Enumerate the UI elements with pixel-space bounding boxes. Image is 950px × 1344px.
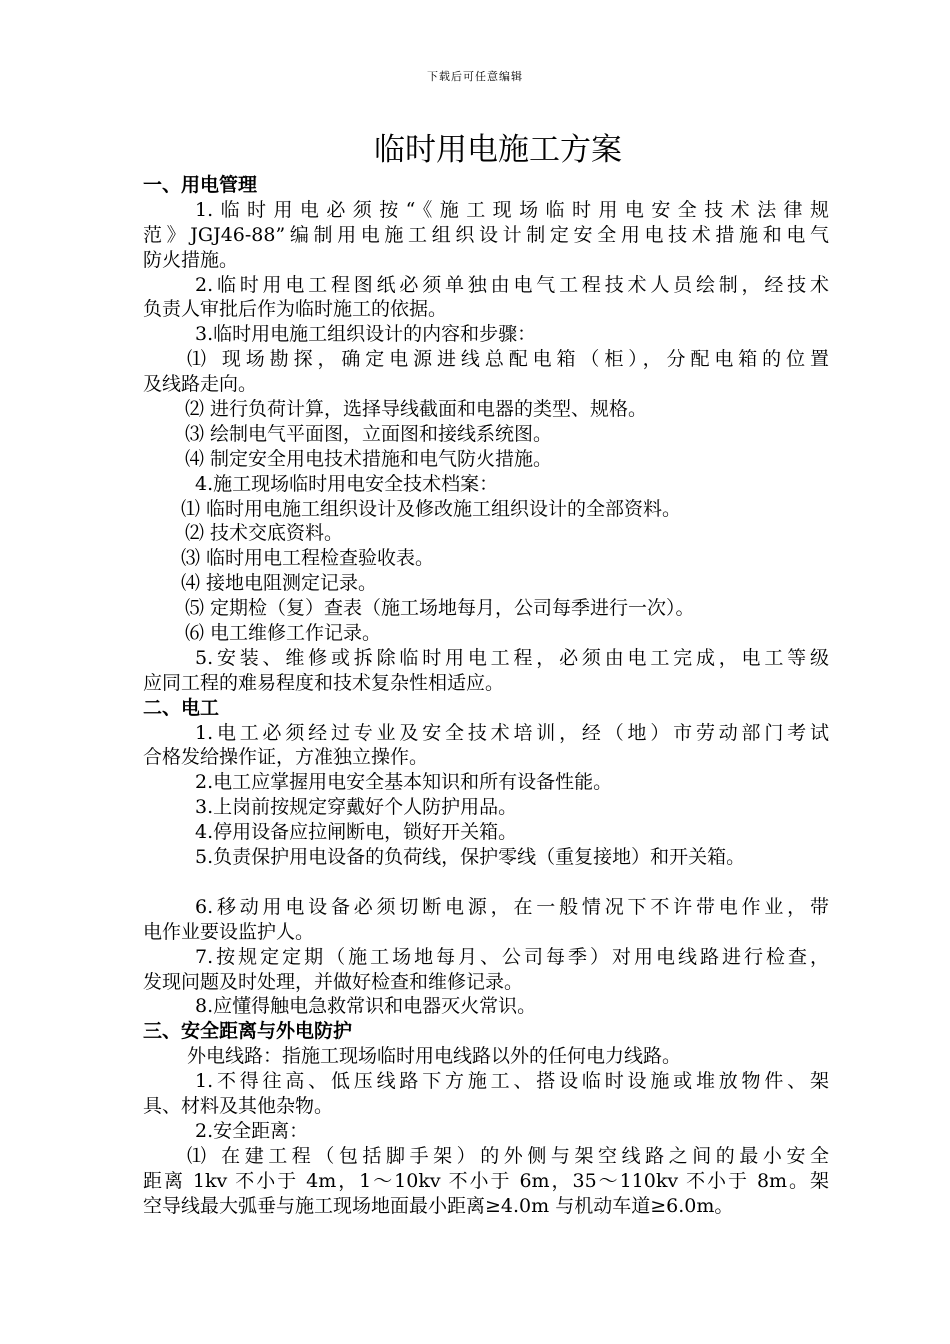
paragraph-line: 外电线路：指施工现场临时用电线路以外的任何电力线路。 [187,1045,682,1068]
paragraph-line: 2.安全距离： [195,1119,309,1142]
paragraph-line: 范》JGJ46-88”编制用电施工组织设计制定安全用电技术措施和电气 [143,223,829,246]
paragraph-line: 8.应懂得触电急救常识和电器灭火常识。 [195,995,537,1018]
paragraph-line: 防火措施。 [143,248,239,271]
paragraph-line: 7.按规定定期（施工场地每月、公司每季）对用电线路进行检查， [195,945,829,968]
section-heading: 二、电工 [143,696,220,719]
section-heading: 一、用电管理 [143,174,258,196]
paragraph-line: 1.不得往高、低压线路下方施工、搭设临时设施或堆放物件、架 [195,1070,829,1093]
paragraph-line: 负责人审批后作为临时施工的依据。 [143,298,448,321]
paragraph-line: 5.负责保护用电设备的负荷线，保护零线（重复接地）和开关箱。 [195,846,746,869]
paragraph-line: ⑵ 进行负荷计算，选择导线截面和电器的类型、规格。 [185,398,648,421]
paragraph-line: 2.临时用电工程图纸必须单独由电气工程技术人员绘制，经技术 [195,273,829,296]
paragraph-line: 4.停用设备应拉闸断电，锁好开关箱。 [195,821,518,844]
paragraph-line: ⑴ 现场勘探，确定电源进线总配电箱（柜），分配电箱的位置 [187,348,829,371]
paragraph-line: 及线路走向。 [143,373,258,396]
paragraph-line: ⑴ 临时用电施工组织设计及修改施工组织设计的全部资料。 [181,497,682,520]
blank-line [143,870,829,895]
paragraph-line: ⑹ 电工维修工作记录。 [185,622,382,645]
paragraph-line: 3.上岗前按规定穿戴好个人防护用品。 [195,796,518,819]
document-title: 临时用电施工方案 [374,132,622,168]
paragraph-line: ⑴ 在建工程（包括脚手架）的外侧与架空线路之间的最小安全 [187,1144,829,1167]
paragraph-line: ⑶ 临时用电工程检查验收表。 [181,547,435,570]
section-heading: 三、安全距离与外电防护 [143,1020,353,1043]
paragraph-line: ⑸ 定期检（复）查表（施工场地每月，公司每季进行一次）。 [185,597,695,620]
paragraph-line: ⑷ 接地电阻测定记录。 [181,572,378,595]
document-body [143,173,829,1218]
header-note: 下载后可任意编辑 [427,70,523,83]
paragraph-line: 应同工程的难易程度和技术复杂性相适应。 [143,671,505,694]
paragraph-line: 4.施工现场临时用电安全技术档案： [195,472,499,495]
paragraph-line: 发现问题及时处理，并做好检查和维修记录。 [143,970,524,993]
paragraph-line: 5.安装、维修或拆除临时用电工程，必须由电工完成，电工等级 [195,646,829,669]
paragraph-line: 合格发给操作证，方准独立操作。 [143,746,429,769]
paragraph-line: ⑷ 制定安全用电技术措施和电气防火措施。 [185,447,553,470]
paragraph-line: 1.临时用电必须按“《施工现场临时用电安全技术法律规 [195,198,829,221]
paragraph-line: 6.移动用电设备必须切断电源，在一般情况下不许带电作业，带 [195,895,829,918]
paragraph-line: ⑵ 技术交底资料。 [185,522,344,545]
paragraph-line: 3.临时用电施工组织设计的内容和步骤： [195,323,537,346]
paragraph-line: 2.电工应掌握用电安全基本知识和所有设备性能。 [195,771,613,794]
paragraph-line: 电作业要设监护人。 [143,920,315,943]
paragraph-line: 空导线最大弧垂与施工现场地面最小距离≥4.0m 与机动车道≥6.0m。 [143,1194,734,1217]
paragraph-line: 距离 1kv 不小于 4m，1～10kv 不小于 6m，35～110kv 不小于 8m。架 [143,1169,829,1192]
paragraph-line: 1.电工必须经过专业及安全技术培训，经（地）市劳动部门考试 [195,721,829,744]
paragraph-line: ⑶ 绘制电气平面图，立面图和接线系统图。 [185,422,553,445]
paragraph-line: 具、材料及其他杂物。 [143,1094,334,1117]
